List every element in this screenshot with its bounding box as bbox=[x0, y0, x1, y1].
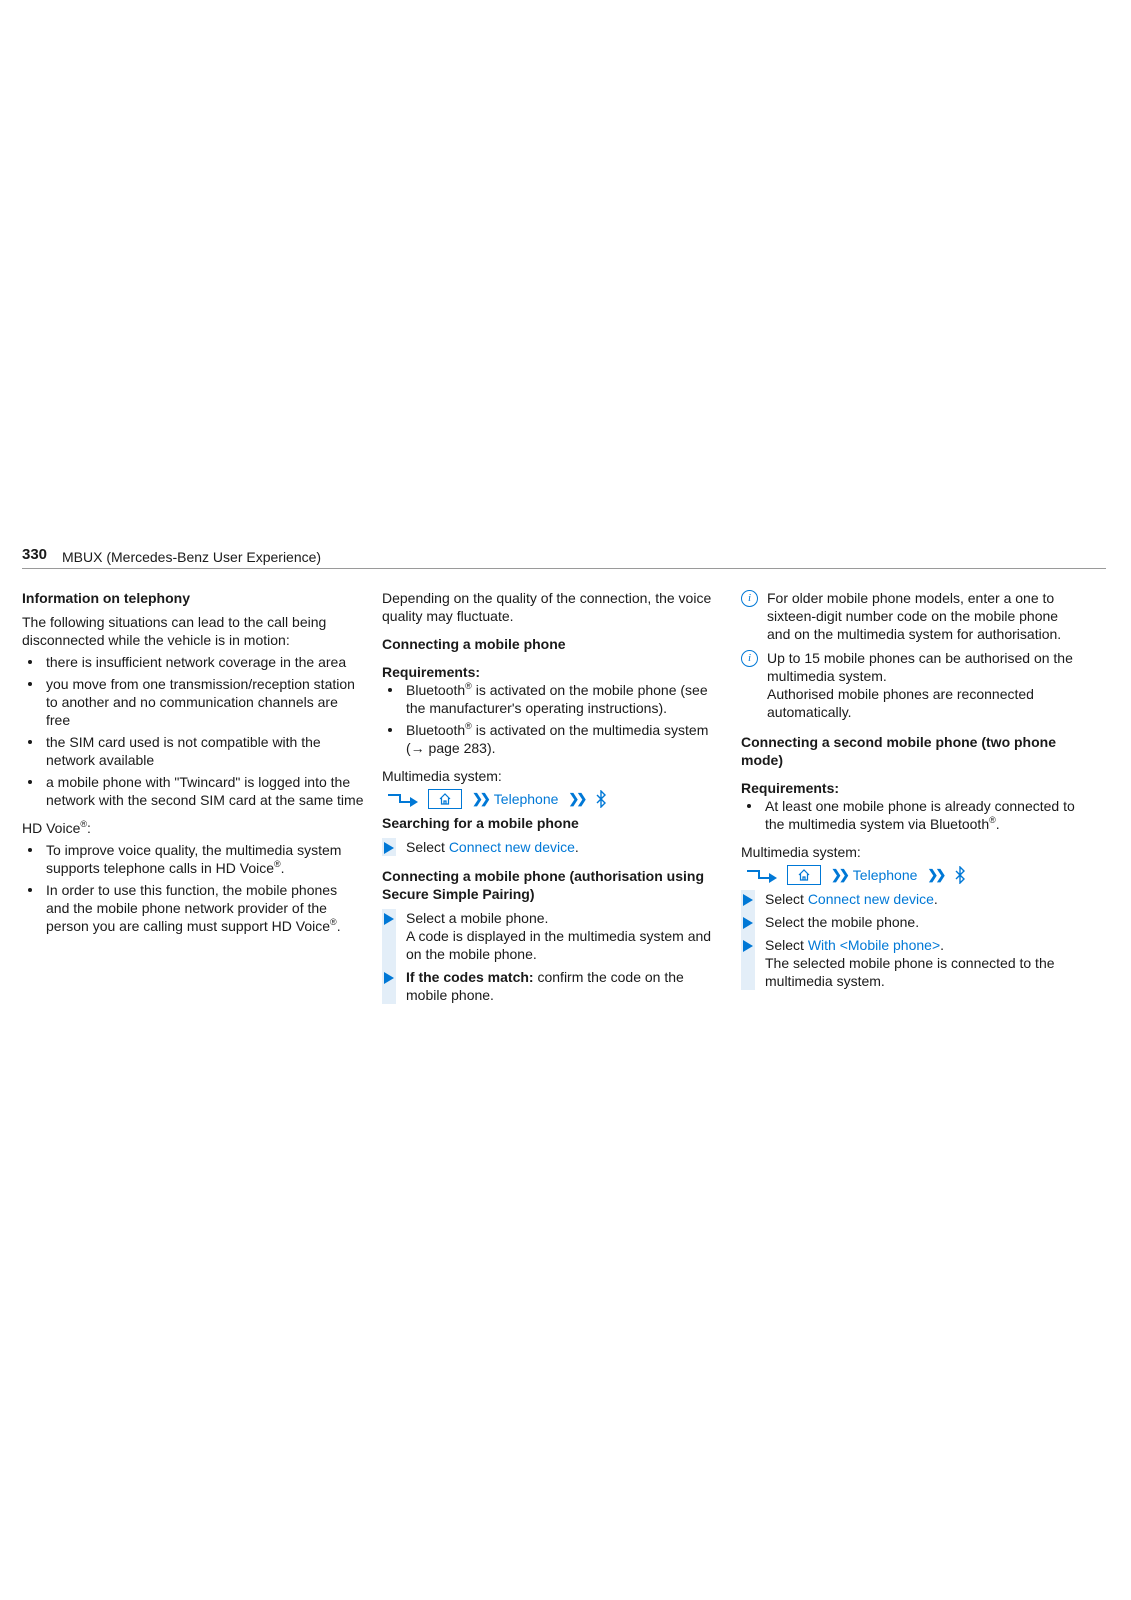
column-1 bbox=[22, 589, 364, 935]
column-3 bbox=[741, 589, 1081, 995]
list-item: To improve voice quality, the multimedia system supports telephone calls in HD Voice®. bbox=[22, 841, 364, 877]
page-number: 330 bbox=[22, 546, 48, 563]
two-phone-heading: Connecting a second mobile phone (two phone mode) bbox=[741, 734, 1056, 768]
double-chevron-icon: ❯❯ bbox=[927, 867, 944, 882]
step-triangle-icon bbox=[743, 917, 753, 929]
ssp-heading: Connecting a mobile phone (authorisation using Secure Simple Pairing) bbox=[382, 868, 704, 902]
bluetooth-icon[interactable] bbox=[955, 866, 965, 884]
with-mobile-phone-link[interactable]: With <Mobile phone> bbox=[807, 937, 941, 953]
bullet-icon bbox=[28, 660, 32, 664]
bluetooth-icon[interactable] bbox=[596, 790, 606, 808]
list-item: Bluetooth® is activated on the mobile phone (see the manufacturer's operating instructions). bbox=[382, 681, 722, 717]
connect-new-device-link[interactable]: Connect new device bbox=[448, 839, 575, 855]
multimedia-label: Multimedia system: bbox=[741, 844, 861, 860]
step-triangle-icon bbox=[743, 940, 753, 952]
page-header bbox=[22, 546, 1106, 569]
searching-heading: Searching for a mobile phone bbox=[382, 815, 579, 831]
running-title: MBUX (Mercedes-Benz User Experience) bbox=[62, 549, 322, 565]
info-note: i Up to 15 mobile phones can be authorised on the multimedia system. Authorised mobile phones are reconnected automatically. bbox=[741, 649, 1081, 721]
step-item: If the codes match: confirm the code on the mobile phone. bbox=[382, 968, 722, 1004]
navigation-arrow-icon bbox=[745, 865, 779, 885]
list-item: Bluetooth® is activated on the multimedia system (→ page 283). bbox=[382, 721, 722, 757]
list-item: the SIM card used is not compatible with the network available bbox=[22, 733, 364, 769]
connect-new-device-link[interactable]: Connect new device bbox=[807, 891, 934, 907]
list-item: At least one mobile phone is already connected to the multimedia system via Bluetooth®. bbox=[741, 797, 1081, 833]
step-triangle-icon bbox=[743, 894, 753, 906]
step-item: Select With <Mobile phone>. The selected mobile phone is connected to the multimedia system. bbox=[741, 936, 1081, 990]
requirements-label: Requirements: bbox=[382, 664, 481, 680]
double-chevron-icon: ❯❯ bbox=[472, 791, 488, 806]
requirements-label: Requirements: bbox=[741, 780, 840, 796]
bullet-icon bbox=[747, 804, 751, 808]
step-item: Select a mobile phone. A code is displayed in the multimedia system and on the mobile phone. bbox=[382, 909, 722, 963]
step-triangle-icon bbox=[384, 972, 394, 984]
telephone-menu-item[interactable]: Telephone bbox=[852, 867, 918, 883]
hd-voice-label: HD Voice®: bbox=[22, 819, 91, 836]
step-item: Select the mobile phone. bbox=[741, 913, 1081, 931]
navigation-path bbox=[382, 788, 722, 810]
list-item: a mobile phone with "Twincard" is logged into the network with the second SIM card at the same time bbox=[22, 773, 364, 809]
telephone-menu-item[interactable]: Telephone bbox=[493, 791, 559, 807]
step-triangle-icon bbox=[384, 842, 394, 854]
info-note: i For older mobile phone models, enter a one to sixteen-digit number code on the mobile phone and on the multimedia system for authorisation. bbox=[741, 589, 1081, 643]
home-icon[interactable] bbox=[428, 789, 462, 809]
navigation-path bbox=[741, 864, 1081, 886]
section-heading: Information on telephony bbox=[22, 590, 190, 606]
pairing-steps bbox=[382, 909, 722, 1004]
hd-voice-list bbox=[22, 841, 364, 935]
searching-steps bbox=[382, 838, 722, 856]
list-item: you move from one transmission/reception station to another and no communication channels are free bbox=[22, 675, 364, 729]
bullet-icon bbox=[28, 682, 32, 686]
bullet-icon bbox=[28, 848, 32, 852]
bullet-icon bbox=[388, 728, 392, 732]
step-item: Select Connect new device. bbox=[382, 838, 722, 856]
double-chevron-icon: ❯❯ bbox=[831, 867, 847, 882]
navigation-arrow-icon bbox=[386, 789, 420, 809]
quality-note: Depending on the quality of the connection, the voice quality may fluctuate. bbox=[382, 590, 712, 624]
requirements-list bbox=[741, 797, 1081, 833]
info-icon: i bbox=[741, 590, 758, 607]
intro-text: The following situations can lead to the call being disconnected while the vehicle is in motion: bbox=[22, 614, 327, 648]
column-2 bbox=[382, 589, 722, 1009]
disconnect-reasons-list bbox=[22, 653, 364, 809]
list-item: In order to use this function, the mobile phones and the mobile phone network provider of the person you are calling must support HD Voice®. bbox=[22, 881, 364, 935]
double-chevron-icon: ❯❯ bbox=[568, 791, 585, 806]
info-icon: i bbox=[741, 650, 758, 667]
bullet-icon bbox=[28, 740, 32, 744]
home-icon[interactable] bbox=[787, 865, 821, 885]
step-triangle-icon bbox=[384, 913, 394, 925]
connecting-heading: Connecting a mobile phone bbox=[382, 636, 566, 652]
requirements-list bbox=[382, 681, 722, 757]
list-item: there is insufficient network coverage in the area bbox=[22, 653, 364, 671]
two-phone-steps bbox=[741, 890, 1081, 990]
bullet-icon bbox=[28, 780, 32, 784]
multimedia-label: Multimedia system: bbox=[382, 768, 502, 784]
bullet-icon bbox=[388, 688, 392, 692]
bullet-icon bbox=[28, 888, 32, 892]
step-item: Select Connect new device. bbox=[741, 890, 1081, 908]
